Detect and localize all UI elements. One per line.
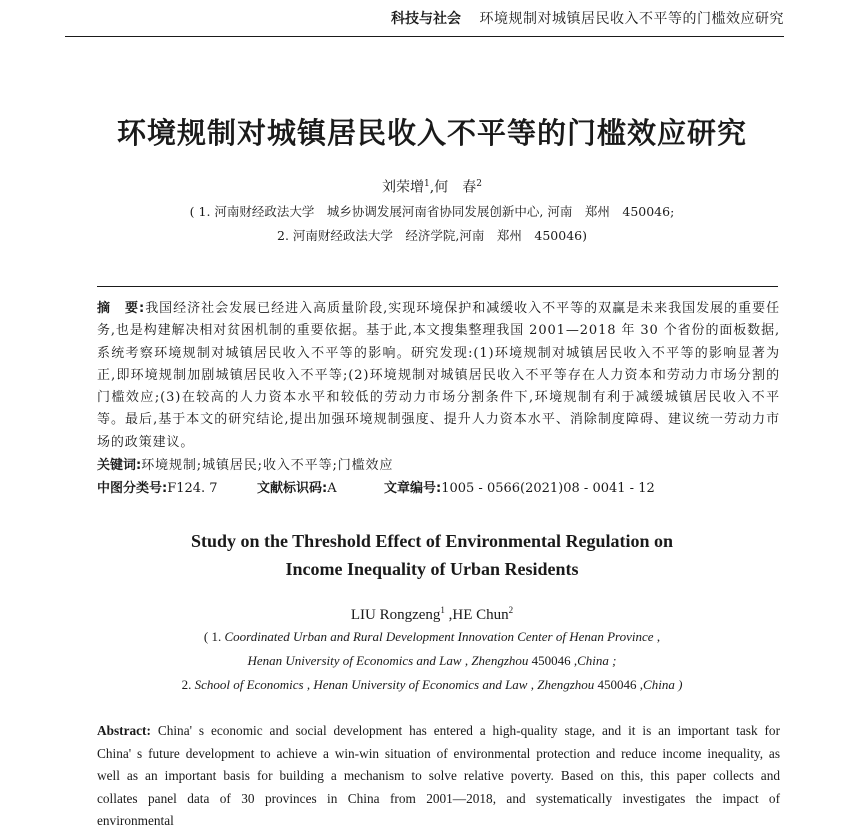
clc-label: 中图分类号: bbox=[97, 481, 168, 496]
author-separator: , bbox=[429, 179, 435, 196]
affil-punct: , bbox=[653, 629, 661, 644]
author-affil-mark: 1 bbox=[440, 605, 445, 615]
author-name: LIU Rongzeng bbox=[350, 607, 441, 623]
keywords-cn-label: 关键词: bbox=[97, 458, 142, 473]
author-affil-mark: 2 bbox=[508, 605, 514, 615]
affiliation-en-2 bbox=[0, 676, 864, 694]
keywords-cn-text: 环境规制;城镇居民;收入不平等;门槛效应 bbox=[141, 458, 394, 473]
journal-section: 科技与社会 bbox=[391, 11, 462, 27]
affil-country: ,China ) bbox=[636, 677, 683, 692]
affil-institution: Coordinated Urban and Rural Development Innovation Center of Henan Province bbox=[224, 629, 654, 644]
header-rule bbox=[65, 36, 784, 37]
authors-en bbox=[0, 600, 864, 625]
paper-title-cn: 环境规制对城镇居民收入不平等的门槛效应研究 bbox=[116, 116, 747, 150]
affil-institution: Henan University of Economics and Law , Zhengzhou bbox=[247, 653, 532, 668]
running-title: 环境规制对城镇居民收入不平等的门槛效应研究 bbox=[479, 11, 784, 27]
abstract-en bbox=[97, 720, 780, 833]
affiliation-cn-1: ( 1. 河南财经政法大学 城乡协调发展河南省协同发展创新中心, 河南 郑州 450046; bbox=[189, 204, 675, 219]
affil-number: ( 1. bbox=[203, 629, 225, 644]
paper-title-en-line1: Study on the Threshold Effect of Environmental Regulation on bbox=[190, 531, 674, 551]
keywords-cn bbox=[97, 456, 393, 476]
abstract-en-label: Abstract: bbox=[97, 723, 151, 738]
abstract-cn-text: 我国经济社会发展已经进入高质量阶段,实现环境保护和减缓收入不平等的双赢是未来我国发展的重要任务,也是构建解决相对贫困机制的重要依据。基于此,本文搜集整理我国 2001—2018 年 30 个省份的面板数据,系统考察环境规制对城镇居民收入不平等的影响。研究发现:(1)环境规制对城镇居民收入不平等的影响显著为正,即环境规制加剧城镇居民收入不平等;(2)环境规制对城镇居民收入不平等存在人力资本和劳动力市场分割的门槛效应;(3)在较高的人力资本水平和较低的劳动力市场分割条件下,环境规制有利于减缓城镇居民收入不平等。最后,基于本文的研究结论,提出加强环境规制强度、提升人力资本水平、消除制度障碍、建议统一劳动力市场的政策建议。 bbox=[97, 301, 780, 450]
author-name: HE Chun bbox=[452, 607, 509, 623]
affil-country: ,China ; bbox=[570, 653, 617, 668]
abstract-en-text: China' s economic and social development has entered a high-quality stage, and it is an important task for China' s future development to achieve a win-win situation of environmental protection and reduce income inequality, as well as an important basis for building a mechanism to solve relative poverty. Based on this, this paper collects and collates panel data of 30 provinces in China from 2001—2018, and systematically investigates the impact of environmental bbox=[97, 723, 781, 828]
authors-cn bbox=[0, 174, 864, 198]
abstract-cn-label: 摘 要: bbox=[97, 301, 146, 316]
author-name: 刘荣增 bbox=[382, 179, 425, 196]
affiliation-cn-2: 2. 河南财经政法大学 经济学院,河南 郑州 450046) bbox=[277, 228, 587, 243]
running-header bbox=[391, 9, 784, 29]
clc-value: F124. 7 bbox=[167, 481, 218, 496]
affil-number: 2. bbox=[181, 677, 195, 692]
document-code-value: A bbox=[327, 481, 337, 496]
author-affil-mark: 1 bbox=[424, 179, 430, 189]
author-separator: , bbox=[444, 607, 453, 623]
abstract-cn bbox=[97, 298, 780, 454]
article-number-value: 1005 - 0566(2021)08 - 0041 - 12 bbox=[441, 481, 655, 496]
affil-postcode: 450046 bbox=[531, 653, 571, 668]
document-code bbox=[257, 479, 337, 499]
affil-postcode: 450046 bbox=[597, 677, 637, 692]
clc-number bbox=[97, 479, 218, 499]
paper-title-en-line2: Income Inequality of Urban Residents bbox=[285, 559, 579, 579]
document-code-label: 文献标识码: bbox=[257, 481, 328, 496]
author-name: 何 春 bbox=[434, 179, 477, 196]
section-rule bbox=[97, 286, 778, 287]
affil-institution: School of Economics , Henan University of Economics and Law , Zhengzhou bbox=[194, 677, 598, 692]
article-number bbox=[384, 479, 655, 499]
affiliation-en-1-cont bbox=[0, 652, 864, 670]
author-affil-mark: 2 bbox=[476, 179, 482, 189]
affiliation-en-1 bbox=[0, 628, 864, 646]
article-number-label: 文章编号: bbox=[384, 481, 442, 496]
